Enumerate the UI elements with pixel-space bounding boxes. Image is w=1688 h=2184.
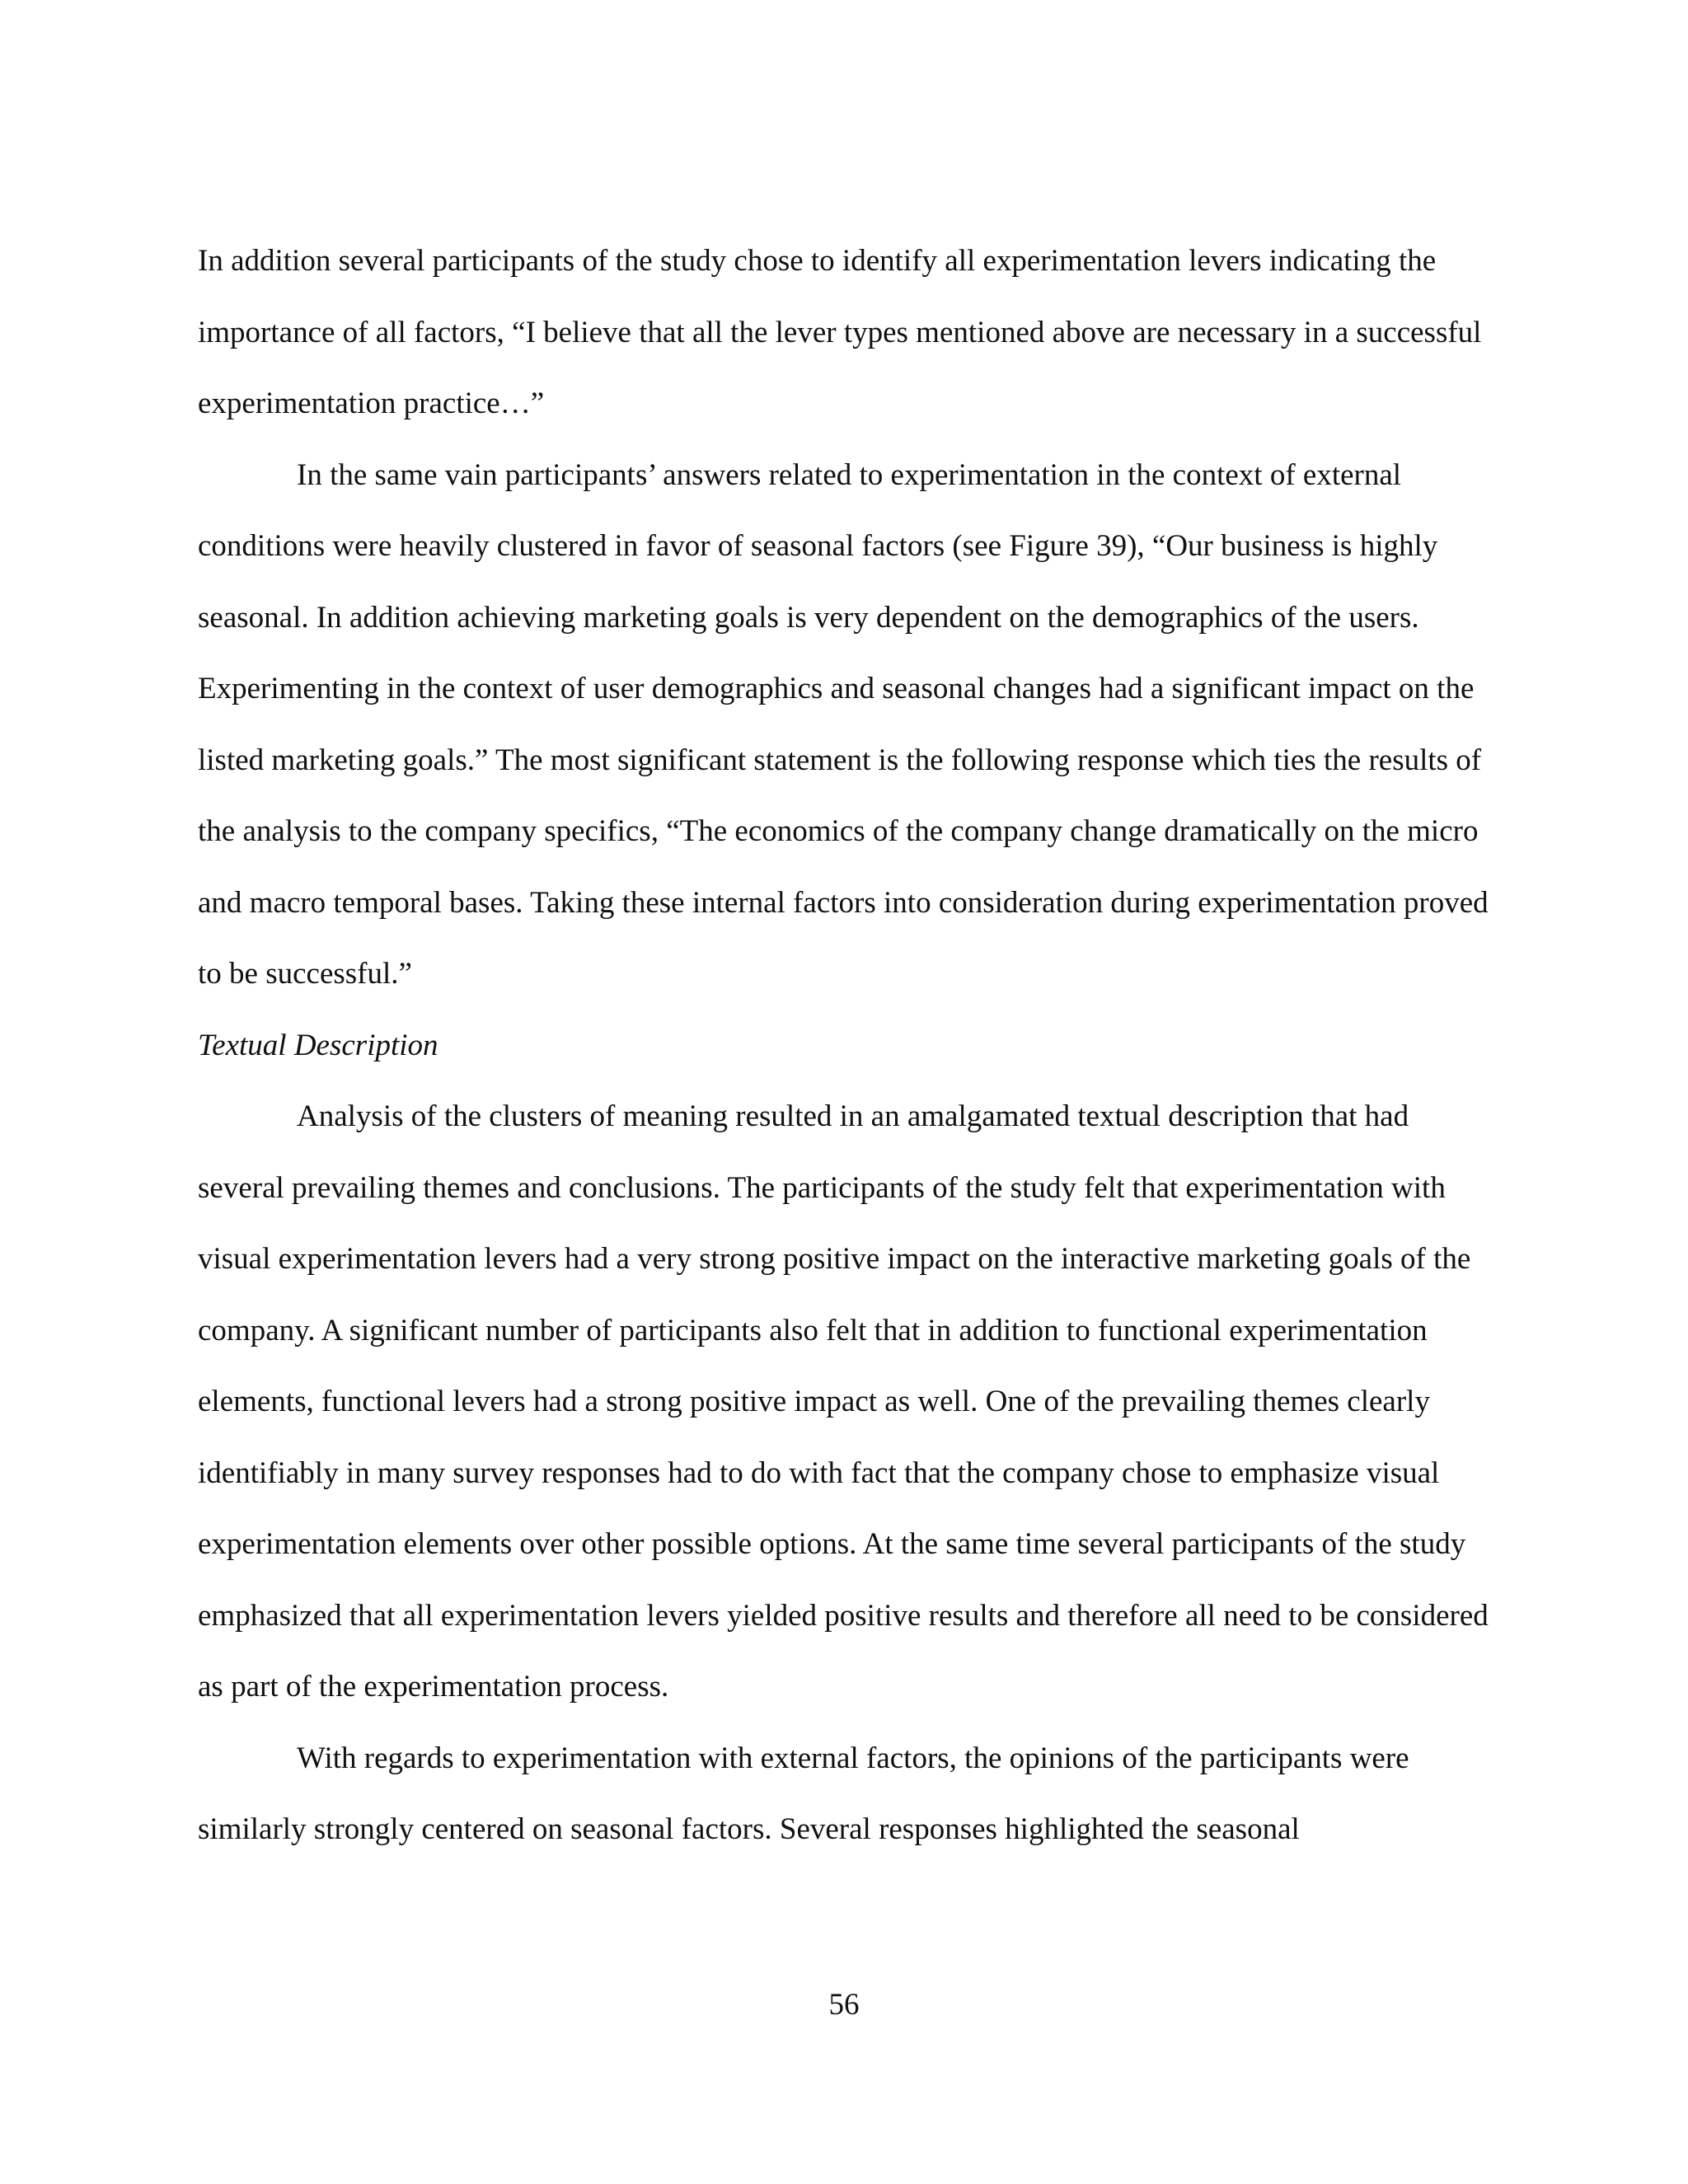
paragraph-2: In the same vain participants’ answers related to experimentation in the context of external conditions were heavily clustered in favor of seasonal factors (see Figure 39), “Our business is highly seasonal. In addition achieving marketing goals is very dependent on the demographics of the users. Experimenting in the context of user demographics and seasonal changes had a significant impact on the listed marketing goals.” The most significant statement is the following response which ties the results of the analysis to the company specifics, “The economics of the company change dramatically on the micro and macro temporal bases. Taking these internal factors into consideration during experimentation proved to be successful.”	[198, 457, 1489, 991]
page-number: 56	[828, 1988, 860, 2022]
paragraph-1: In addition several participants of the study chose to identify all experimentation levers indicating the importance of all factors, “I believe that all the lever types mentioned above are necessary in a successful experimentation practice…”	[198, 244, 1482, 420]
section-heading: Textual Description	[198, 1028, 438, 1062]
paragraph-3: Analysis of the clusters of meaning resulted in an amalgamated textual description that had several prevailing themes and conclusions. The participants of the study felt that experimentation with visual experimentation levers had a very strong positive impact on the interactive marketing goals of the company. A significant number of participants also felt that in addition to functional experimentation elements, functional levers had a strong positive impact as well. One of the prevailing themes clearly identifiably in many survey responses had to do with fact that the company chose to emphasize visual experimentation elements over other possible options. At the same time several participants of the study emphasized that all experimentation levers yielded positive results and therefore all need to be considered as part of the experimentation process.	[198, 1099, 1489, 1704]
body-text	[198, 226, 1500, 1866]
paragraph-4: With regards to experimentation with external factors, the opinions of the participants were similarly strongly centered on seasonal factors. Several responses highlighted the seasonal	[198, 1741, 1409, 1846]
